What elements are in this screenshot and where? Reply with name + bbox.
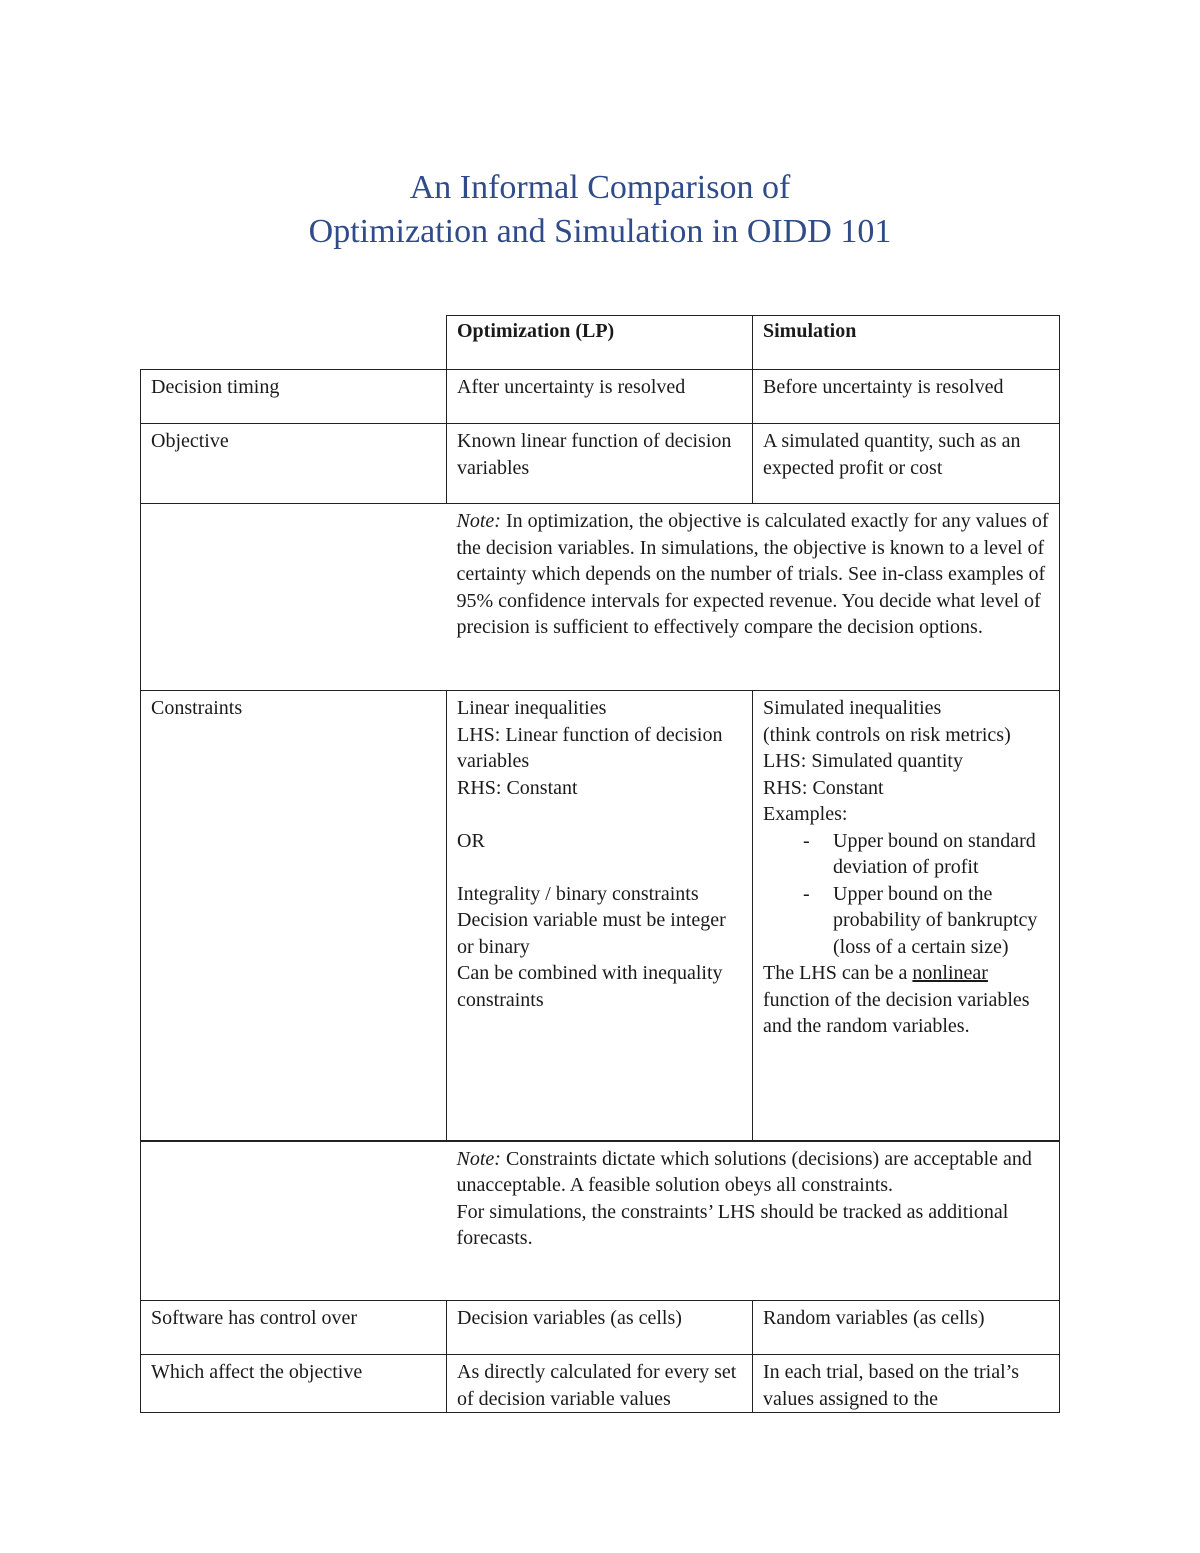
text-line: RHS: Constant bbox=[457, 776, 578, 799]
table-row-decision-timing bbox=[141, 370, 1060, 424]
table-header-row bbox=[141, 316, 1060, 370]
row-label-software-control: Software has control over bbox=[141, 1301, 447, 1355]
constraints-note bbox=[447, 1141, 1060, 1301]
text-line bbox=[763, 960, 1049, 1040]
text-line: Integrality / binary constraints bbox=[457, 882, 699, 905]
title-line-2: Optimization and Simulation in OIDD 101 bbox=[308, 213, 892, 250]
lhs-underlined: nonlinear bbox=[912, 962, 988, 984]
row-label-objective: Objective bbox=[141, 424, 447, 504]
constraints-note-text-1: Constraints dictate which solutions (decisions) are acceptable and unacceptable. A feasible solution obeys all constraints. bbox=[456, 1147, 1032, 1196]
cell-objective-simulation: A simulated quantity, such as an expected profit or cost bbox=[753, 424, 1060, 504]
table-row-objective-note bbox=[141, 504, 1060, 691]
cell-objective-optimization: Known linear function of decision variables bbox=[447, 424, 753, 504]
note-label: Note: bbox=[456, 1147, 501, 1170]
note-label: Note: bbox=[456, 510, 501, 532]
cell-constraints-simulation bbox=[753, 691, 1060, 1141]
row-label-affect-objective: Which affect the objective bbox=[141, 1355, 447, 1413]
cell-decision-timing-optimization: After uncertainty is resolved bbox=[447, 370, 753, 424]
cell-constraints-optimization bbox=[447, 691, 753, 1141]
spacer bbox=[457, 854, 742, 881]
cell-decision-timing-simulation: Before uncertainty is resolved bbox=[753, 370, 1060, 424]
table-row-constraints-note bbox=[141, 1141, 1060, 1301]
header-optimization: Optimization (LP) bbox=[447, 316, 753, 370]
row-label-decision-timing: Decision timing bbox=[141, 370, 447, 424]
text-line: Decision variable must be integer or binary bbox=[457, 909, 726, 958]
objective-note bbox=[447, 504, 1060, 691]
text-line: Linear inequalities bbox=[457, 697, 607, 719]
row-label-constraints: Constraints bbox=[141, 691, 447, 1141]
comparison-table bbox=[140, 315, 1060, 1413]
lhs-post: function of the decision variables and the random variables. bbox=[763, 988, 1030, 1037]
text-line: Can be combined with inequality constraints bbox=[457, 962, 723, 1011]
text-line: Examples: bbox=[763, 803, 848, 825]
header-simulation: Simulation bbox=[753, 316, 1060, 370]
note-empty-cell bbox=[141, 1141, 447, 1301]
note-empty-cell bbox=[141, 504, 447, 691]
title-line-1: An Informal Comparison of bbox=[409, 169, 791, 206]
examples-list bbox=[763, 828, 1049, 961]
text-line bbox=[457, 1146, 1050, 1199]
constraints-note-text-2: For simulations, the constraints’ LHS should be tracked as additional forecasts. bbox=[456, 1200, 1009, 1249]
page-title bbox=[0, 166, 1200, 254]
spacer bbox=[457, 801, 742, 828]
table-row-objective bbox=[141, 424, 1060, 504]
header-empty-cell bbox=[141, 316, 447, 370]
text-line: Simulated inequalities bbox=[763, 697, 942, 719]
text-line: OR bbox=[457, 829, 485, 852]
text-line: LHS: Simulated quantity bbox=[763, 750, 963, 772]
table-row-constraints bbox=[141, 691, 1060, 1141]
cell-affect-objective-simulation: In each trial, based on the trial’s values assigned to the bbox=[753, 1355, 1060, 1413]
lhs-pre: The LHS can be a bbox=[763, 962, 913, 984]
text-line: (think controls on risk metrics) bbox=[763, 723, 1011, 746]
cell-affect-objective-optimization: As directly calculated for every set of decision variable values bbox=[447, 1355, 753, 1413]
objective-note-text: In optimization, the objective is calculated exactly for any values of the decision variables. In simulations, the objective is known to a level of certainty which depends on the number of trials. See in-class examples of 95% confidence intervals for expected revenue. You decide what level of precision is sufficient to effectively compare the decision options. bbox=[456, 510, 1049, 638]
text-line: RHS: Constant bbox=[763, 776, 884, 799]
table-row-affect-objective bbox=[141, 1355, 1060, 1413]
list-item: - Upper bound on the probability of bankruptcy (loss of a certain size) bbox=[833, 881, 1049, 961]
table-row-software-control bbox=[141, 1301, 1060, 1355]
cell-software-control-optimization: Decision variables (as cells) bbox=[447, 1301, 753, 1355]
list-item: - Upper bound on standard deviation of profit bbox=[833, 828, 1049, 881]
cell-software-control-simulation: Random variables (as cells) bbox=[753, 1301, 1060, 1355]
text-line: LHS: Linear function of decision variables bbox=[457, 723, 723, 772]
